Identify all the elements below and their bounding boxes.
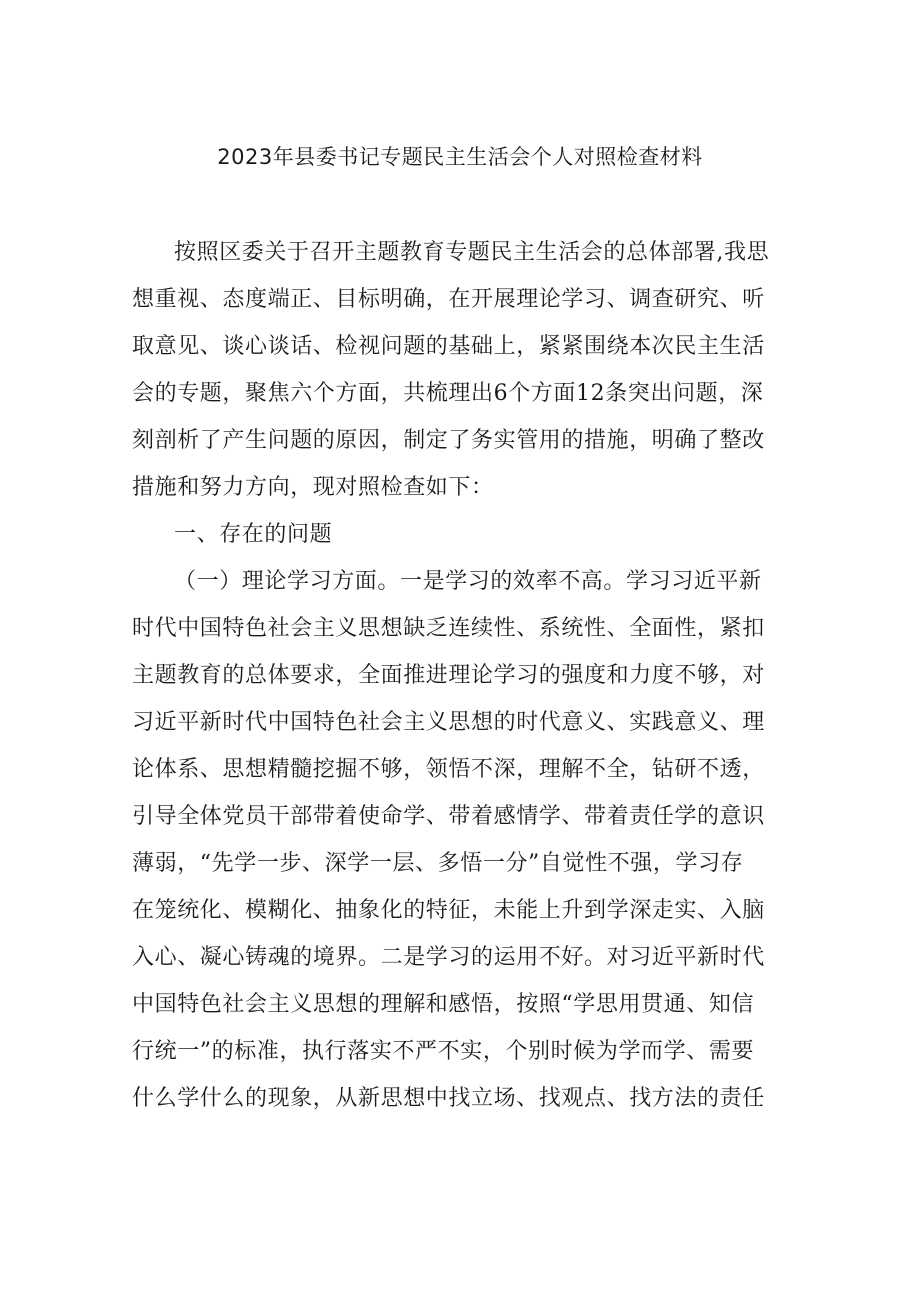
paragraph-line: 主题教育的总体要求，全面推进理论学习的强度和力度不够，对 [132, 663, 765, 688]
paragraph-line: （一）理论学习方面。一是学习的效率不高。学习习近平新 [174, 569, 762, 594]
paragraph-line: 什么学什么的现象，从新思想中找立场、找观点、找方法的责任 [132, 1086, 765, 1111]
paragraph-line: 引导全体党员干部带着使命学、带着感情学、带着责任学的意识 [132, 804, 765, 829]
paragraph-line: 入心、凝心铸魂的境界。二是学习的运用不好。对习近平新时代 [132, 945, 765, 970]
document-title: 2023年县委书记专题民主生活会个人对照检查材料 [217, 145, 703, 169]
paragraph-line: 措施和努力方向，现对照检查如下： [132, 475, 494, 500]
paragraph-line: 取意见、谈心谈话、检视问题的基础上，紧紧围绕本次民主生活 [132, 334, 765, 359]
section-heading: 一、存在的问题 [174, 522, 333, 547]
paragraph-line: 按照区委关于召开主题教育专题民主生活会的总体部署,我思 [174, 240, 770, 265]
paragraph-line: 中国特色社会主义思想的理解和感悟，按照“学思用贯通、知信 [132, 992, 755, 1017]
paragraph-line: 在笼统化、模糊化、抽象化的特征，未能上升到学深走实、入脑 [132, 898, 765, 923]
paragraph-line: 想重视、态度端正、目标明确，在开展理论学习、调查研究、听 [132, 287, 765, 312]
paragraph-line: 行统一”的标准，执行落实不严不实，个别时候为学而学、需要 [132, 1039, 755, 1064]
paragraph-line: 会的专题，聚焦六个方面，共梳理出6个方面12条突出问题，深 [132, 381, 764, 406]
paragraph-line: 薄弱，“先学一步、深学一层、多悟一分”自觉性不强，学习存 [132, 851, 744, 876]
paragraph-line: 时代中国特色社会主义思想缺乏连续性、系统性、全面性，紧扣 [132, 616, 765, 641]
document-body [132, 229, 792, 1122]
paragraph-line: 习近平新时代中国特色社会主义思想的时代意义、实践意义、理 [132, 710, 765, 735]
paragraph-line: 刻剖析了产生问题的原因，制定了务实管用的措施，明确了整改 [132, 428, 765, 453]
paragraph-line: 论体系、思想精髓挖掘不够，领悟不深，理解不全，钻研不透， [132, 757, 765, 782]
